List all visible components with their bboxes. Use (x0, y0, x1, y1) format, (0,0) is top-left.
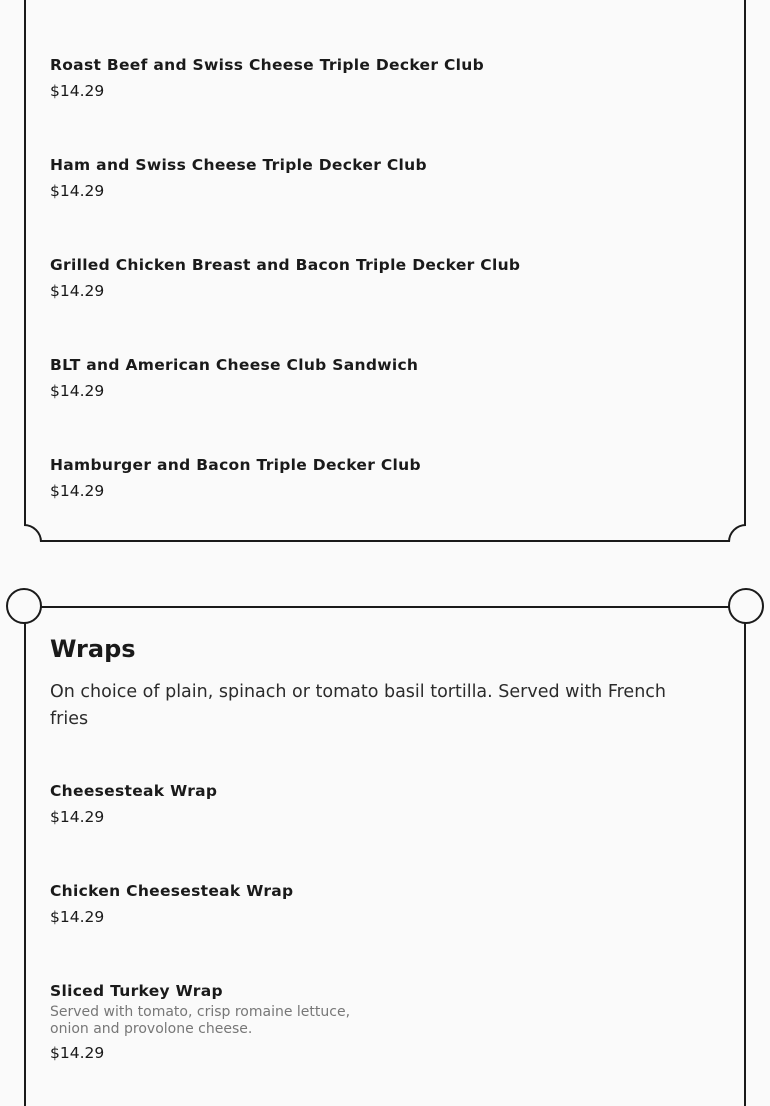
menu-item-price: $14.29 (50, 182, 105, 200)
menu-item-name: BLT and American Cheese Club Sandwich (50, 356, 419, 374)
menu-item-name: Ham and Swiss Cheese Triple Decker Club (50, 156, 427, 174)
menu-item[interactable] (50, 980, 370, 1064)
menu-item-name: Cheesesteak Wrap (50, 782, 218, 800)
menu-item[interactable] (50, 154, 427, 202)
menu-item-name: Chicken Cheesesteak Wrap (50, 882, 294, 900)
menu-item-price: $14.29 (50, 382, 105, 400)
menu-item-name: Hamburger and Bacon Triple Decker Club (50, 456, 421, 474)
menu-item[interactable] (50, 780, 217, 828)
menu-item[interactable] (50, 254, 521, 302)
menu-item-description: Served with tomato, crisp romaine lettuce, onion and provolone cheese. (50, 1004, 351, 1037)
menu-item[interactable] (50, 354, 419, 402)
menu-item-price: $14.29 (50, 82, 105, 100)
menu-item-name: Sliced Turkey Wrap (50, 982, 223, 1000)
corner-decoration (728, 524, 764, 560)
menu-item-price: $14.29 (50, 482, 105, 500)
menu-item-price: $14.29 (50, 808, 105, 826)
menu-item-name: Grilled Chicken Breast and Bacon Triple Decker Club (50, 256, 521, 274)
menu-item-price: $14.29 (50, 282, 105, 300)
section-title: Wraps (50, 635, 136, 663)
section-description: On choice of plain, spinach or tomato basil tortilla. Served with French fries (50, 682, 667, 729)
corner-decoration (6, 588, 42, 624)
corner-decoration (6, 524, 42, 560)
menu-item[interactable] (50, 880, 293, 928)
menu-item-price: $14.29 (50, 1044, 105, 1062)
menu-item-name: Roast Beef and Swiss Cheese Triple Decker Club (50, 56, 485, 74)
corner-decoration (728, 588, 764, 624)
menu-item[interactable] (50, 54, 485, 102)
menu-item[interactable] (50, 454, 421, 502)
menu-item-price: $14.29 (50, 908, 105, 926)
